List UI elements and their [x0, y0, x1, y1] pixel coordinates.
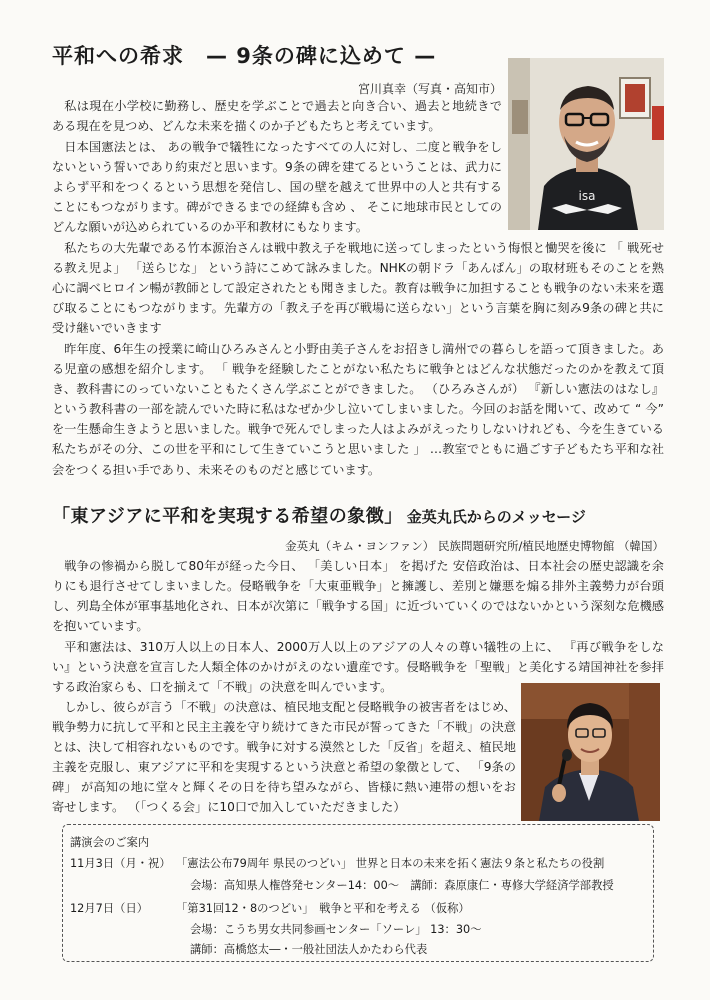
article2-title-main: 「東アジアに平和を実現する希望の象徴」 [52, 506, 403, 527]
article1-byline: 宮川真幸（写真・高知市） [357, 82, 502, 96]
event-2-title: 「第31回12・8のつどい」 戦争と平和を考える （仮称） [176, 902, 470, 915]
article1-paragraph-3: 私たちの大先輩である竹本源治さんは戦中教え子を戦地に送ってしまったという悔恨と慟哭を後に 「 戦死せる教え児よ」 「送らじな」 という詩にこめて詠みました。NHKの朝ドラ「あんぱん」の取材班もそのことを熟心に調べヒロイン暢が教師として設定されたとも聞きました。教育は戦争に加担することも戦争のない未来を選び取ることにもつながります。先輩方の「教え子を再び戦場に送らない」という言葉を胸に刻み9条の碑と共に受け継いでいきます [52, 241, 664, 336]
article1-title: 平和への希求 — 9条の碑に込めて — [52, 44, 437, 68]
author-photo-miyagawa [508, 58, 664, 230]
article2-paragraph-1: 戦争の惨禍から脱して80年が経った今日、 「美しい日本」 を掲げた 安倍政治は、日本社会の歴史認識を余りにも退行させてしまいました。侵略戦争を「大東亜戦争」と擁護し、差別と嫌悪を煽る排外主義勢力が台頭し、列島全体が軍事基地化され、日本が次第に「戦争する国」に近づいていくのではないかという深刻な危機感を抱いています。 [52, 559, 664, 634]
shirt-text: isa [578, 189, 596, 203]
event-1-venue: 会場：高知県人権啓発センター14：00～ 講師：森原康仁・専修大学経済学部教授 [190, 879, 614, 892]
article2-byline: 金英丸（キム・ヨンファン） 民族問題研究所/植民地歴史博物館 （韓国） [285, 539, 664, 553]
event-2-venue: 会場：こうち男女共同参画センター「ソーレ」 13：30～ [190, 923, 482, 936]
article1-paragraph-2: 日本国憲法とは、 あの戦争で犠牲になったすべての人に対し、二度と戦争をしないという誓いであり約束だと思います。9条の碑を建てるということは、武力によらず平和をつくるという思想を発信し、国の壁を越えて世界中の人と共有することにもつながります。碑ができるまでの経緯も含め 、 そこに地球市民としてのどんな願いが込められているのか平和教材にもなります。 [52, 140, 502, 235]
event-2-date: 12月7日（日） [70, 902, 149, 915]
events-heading: 講演会のご案内 [70, 836, 150, 849]
article1-paragraph-1: 私は現在小学校に勤務し、歴史を学ぶことで過去と向き合い、過去と地続きである現在を見つめ、どんな未来を描くのか子どもたちと考えています。 [52, 99, 502, 134]
article2-title-sub: 金英丸氏からのメッセージ [406, 508, 586, 526]
article1-paragraph-4: 昨年度、6年生の授業に崎山ひろみさんと小野由美子さんをお招きし満州での暮らしを語って頂きました。ある児童の感想を紹介します。 「 戦争を経験したことがない私たちに戦争とはどんな状態だったのかを教えて頂き、教科書にのっていないこともたくさん学ぶことができました。 （ひろみさんが） 『新しい憲法のはなし』という教科書の一部を読んでいた時に私はなぜか少し泣いてしまいました。今回のお話を聞いて、改めて “ 今” を一生懸命生きようと思いました。戦争で死んでしまった人はよみがえったりしないけれども、今を生きている私たちがその分、この世を平和にして生きていこうと思いました 」 …教室でともに過ごす子どもたち平和な社会をつくる担い手であり、未来そのものだと感じています。 [52, 342, 664, 477]
article2-title [52, 502, 586, 528]
event-1-date: 11月3日（月・祝） [70, 857, 171, 870]
speaker-photo-kim [521, 683, 660, 821]
event-2-speaker: 講師：高橋悠太―・一般社団法人かたわら代表 [190, 943, 428, 956]
article2-paragraph-3: しかし、彼らが言う「不戦」の決意は、植民地支配と侵略戦争の被害者をはじめ、戦争勢力に抗して平和と民主主義を守り続けてきた市民が誓ってきた「不戦」の決意とは、決して相容れないものです。戦争に対する漠然とした「反省」を超え、植民地主義を克服し、東アジアに平和を実現するという決意と希望の象徴として、 「9条の碑」 が高知の地に堂々と輝くその日を待ち望みながら、皆様に熱い連帯の想いをお寄せします。 （「つくる会」に10口で加入していただきました） [52, 700, 516, 815]
article2-paragraph-2: 平和憲法は、310万人以上の日本人、2000万人以上のアジアの人々の尊い犠牲の上に、 『再び戦争をしない』という決意を宣言した人類全体のかけがえのない遺産です。侵略戦争を「聖戦」と美化する靖国神社を参拝する政治家らも、口を揃えて「不戦」の決意を叫んでいます。 [52, 640, 664, 695]
event-1-title: 「憲法公布79周年 県民のつどい」 世界と日本の未来を拓く憲法９条と私たちの役割 [176, 857, 605, 870]
